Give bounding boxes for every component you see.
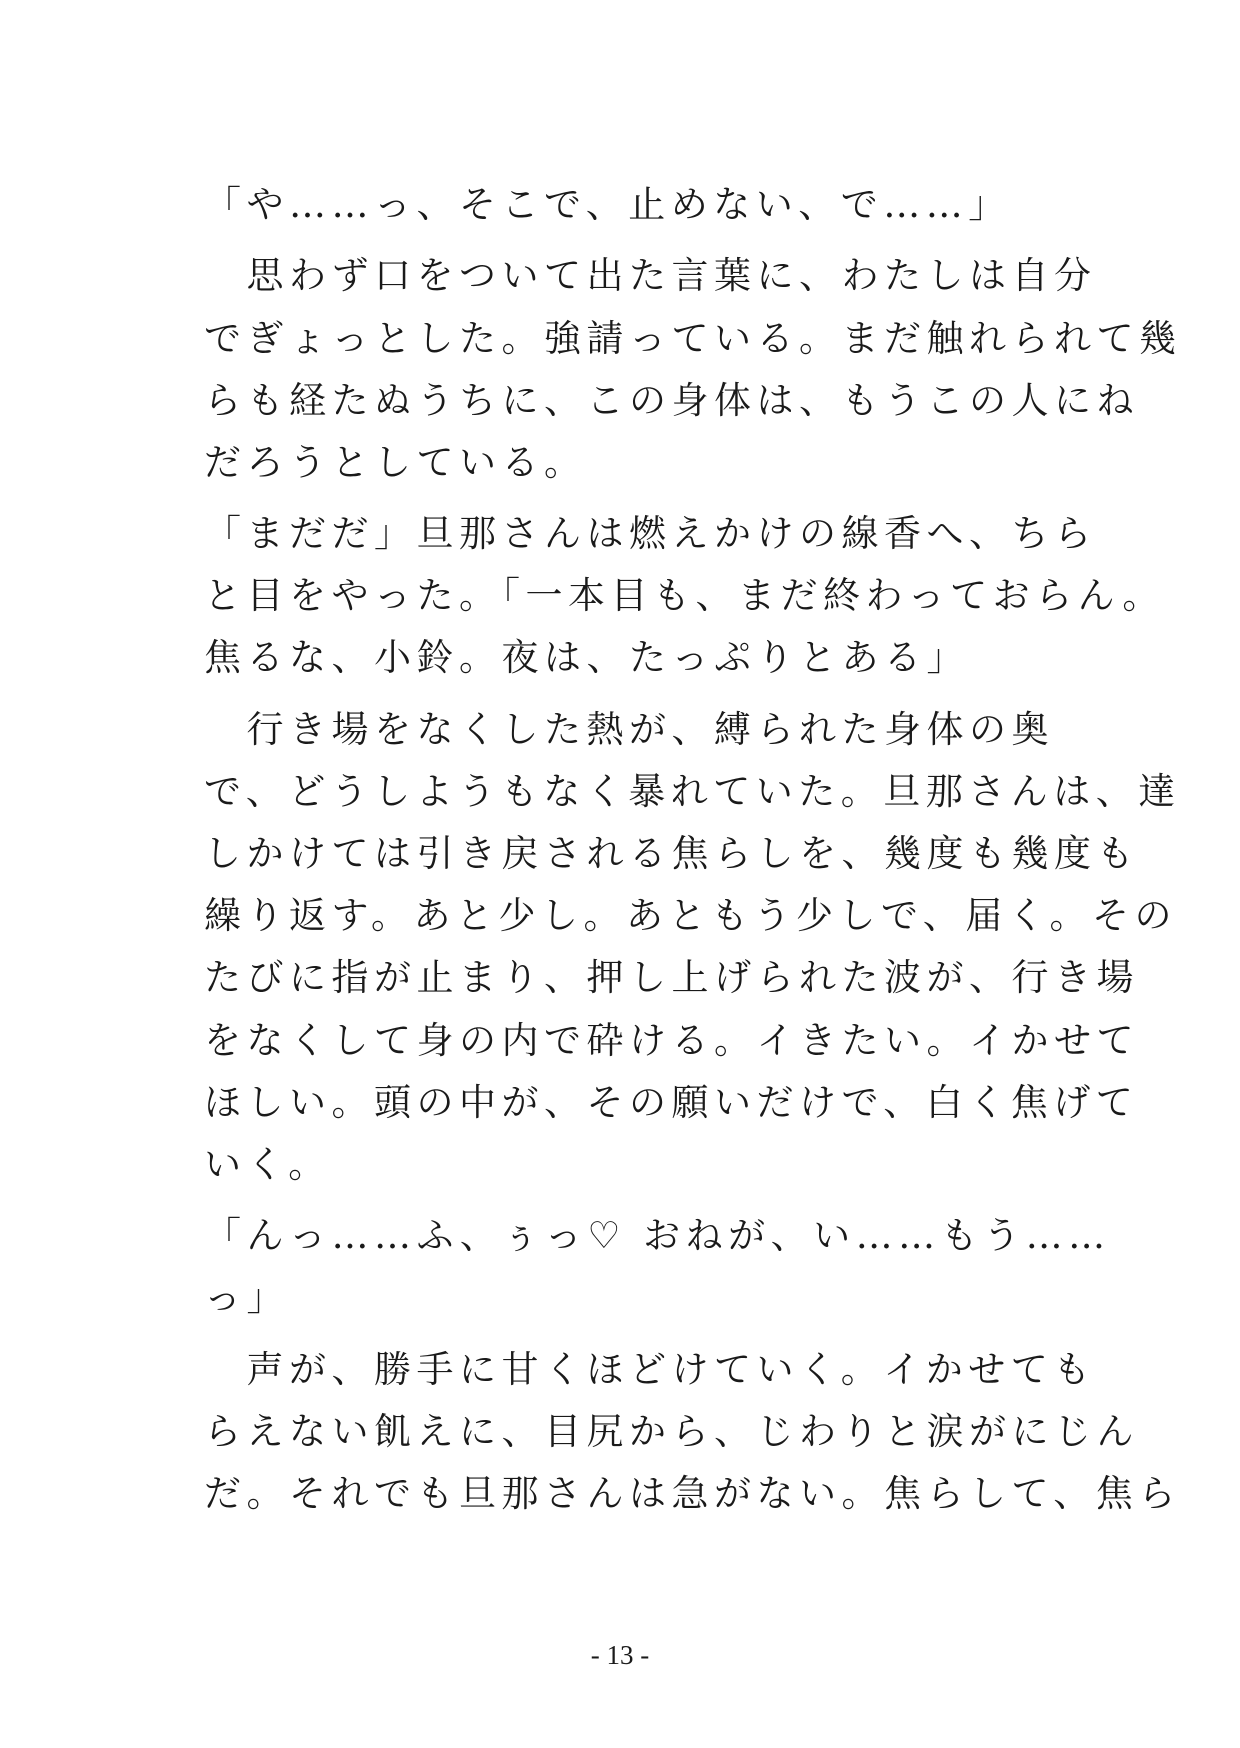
text-line: いく。 bbox=[204, 1143, 331, 1186]
page-number: - 13 - bbox=[590, 1640, 650, 1670]
text-line: 焦るな、小鈴。夜は、たっぷりとある」 bbox=[204, 636, 969, 679]
text-line: らえない飢えに、目尻から、じわりと涙がにじん bbox=[204, 1410, 1139, 1453]
text-line: だ。それでも旦那さんは急がない。焦らして、焦ら bbox=[204, 1472, 1181, 1515]
text-line: らも経たぬうちに、この身体は、もうこの人にね bbox=[204, 379, 1139, 422]
text-line: でぎょっとした。強請っている。まだ触れられて幾 bbox=[204, 317, 1182, 360]
text-line: 行き場をなくした熱が、縛られた身体の奥 bbox=[204, 708, 1054, 751]
text-line: と目をやった。「一本目も、まだ終わっておらん。 bbox=[204, 574, 1165, 617]
text-line: 声が、勝手に甘くほどけていく。イかせても bbox=[204, 1348, 1096, 1391]
text-line: 「んっ……ふ、ぅっ♡ おねが、い……もう…… bbox=[204, 1214, 1111, 1257]
text-line: しかけては引き戻される焦らしを、幾度も幾度も bbox=[204, 832, 1139, 875]
text-line: だろうとしている。 bbox=[204, 441, 587, 484]
text-line: をなくして身の内で砕ける。イきたい。イかせて bbox=[204, 1019, 1139, 1062]
text-line: たびに指が止まり、押し上げられた波が、行き場 bbox=[204, 956, 1139, 999]
text-line: っ」 bbox=[204, 1276, 289, 1319]
text-line: 繰り返す。あと少し。あともう少しで、届く。その bbox=[204, 894, 1178, 937]
text-line: 「まだだ」旦那さんは燃えかけの線香へ、ちら bbox=[204, 512, 1097, 555]
text-line: で、どうしようもなく暴れていた。旦那さんは、達 bbox=[204, 770, 1181, 813]
text-line: 「や……っ、そこで、止めない、で……」 bbox=[204, 183, 1011, 226]
text-line: ほしい。頭の中が、その願いだけで、白く焦げて bbox=[204, 1081, 1139, 1124]
text-line: 思わず口をついて出た言葉に、わたしは自分 bbox=[204, 254, 1097, 297]
